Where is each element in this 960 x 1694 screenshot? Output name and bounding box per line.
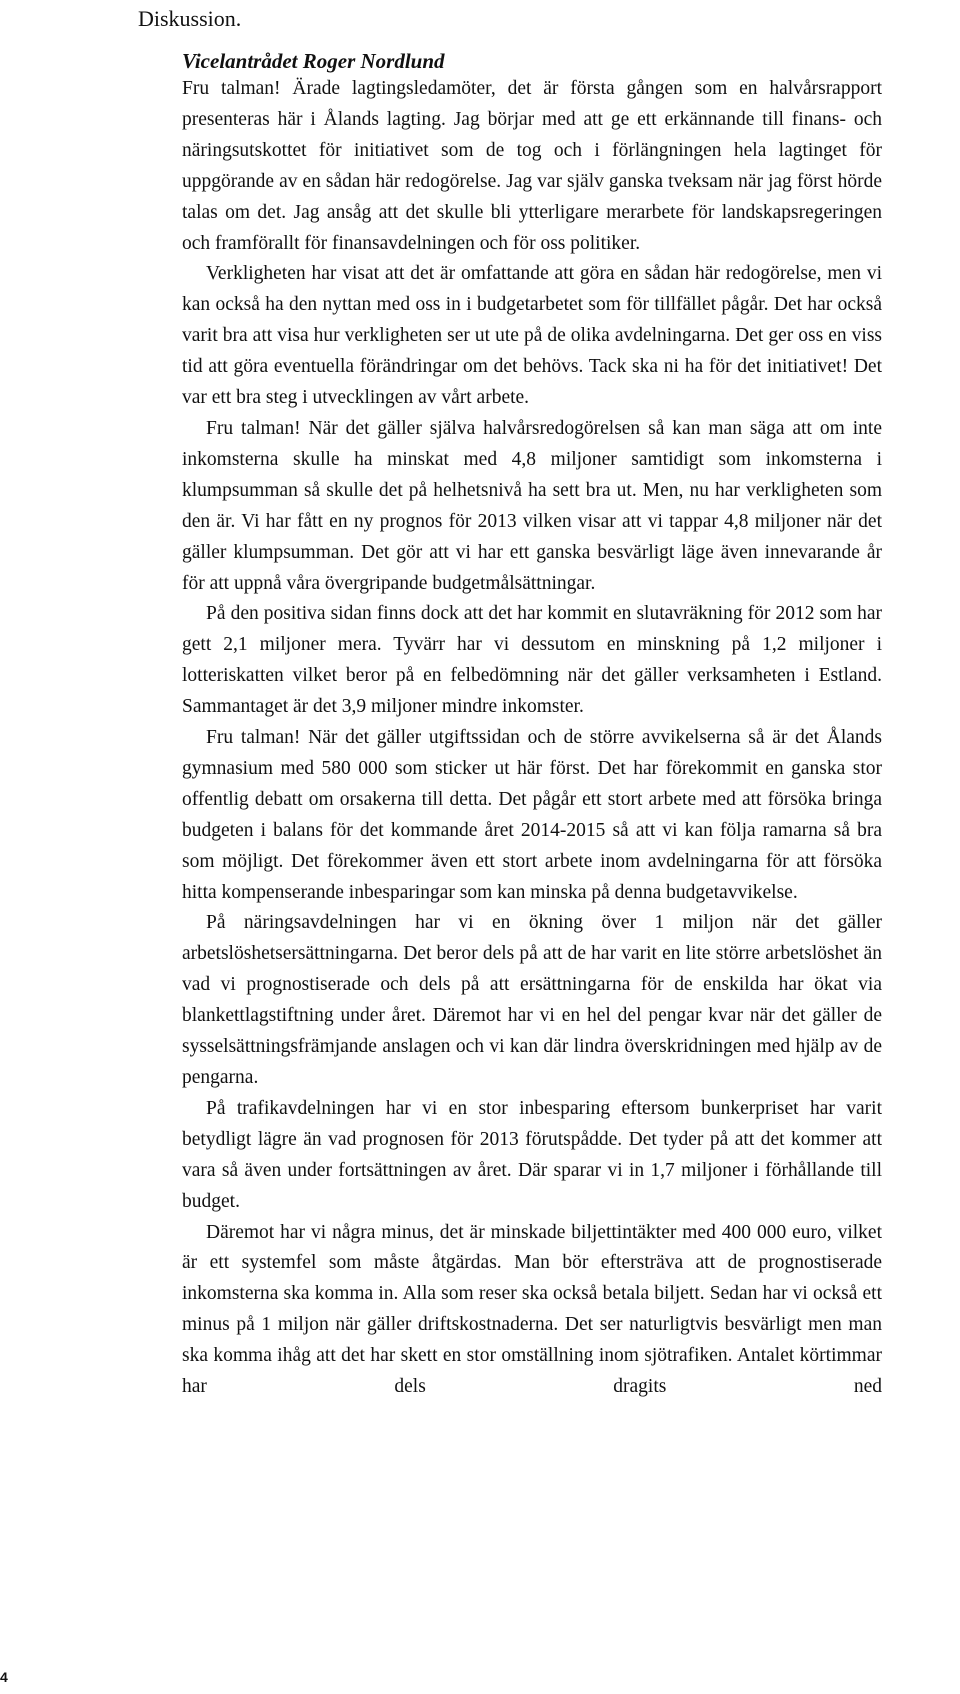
paragraph: Fru talman! Ärade lagtingsledamöter, det är första gången som en halvårsrapport presenteras här i Ålands lagting. Jag börjar med att ge ett erkännande till finans- och näringsutskottet för initiativet som de tog och i förlängningen hela lagtinget för uppgörande av en sådan här redogörelse. Jag var själv ganska tveksam när jag först hörde talas om det. Jag ansåg att det skulle bli ytterligare merarbete för landskapsregeringen och framförallt för finansavdelningen och för oss politiker. — [182, 78, 882, 254]
section-heading: Diskussion. — [138, 6, 242, 31]
paragraph: Däremot har vi några minus, det är minskade biljettintäkter med 400 000 euro, vilket är ett systemfel som måste åtgärdas. Man bör eftersträva att de prognostiserade inkomsterna ska komma in. Alla som reser ska också betala biljett. Sedan har vi också ett minus på 1 miljon när gäller driftskostnaderna. Det ser naturligtvis besvärligt men man ska komma ihåg att det har skett en stor omställning inom sjötrafiken. Antalet körtimmar har dels dragits ned — [182, 1221, 882, 1398]
speech-body — [182, 74, 882, 1403]
paragraph: På näringsavdelningen har vi en ökning över 1 miljon när det gäller arbetslöshetsersättningarna. Det beror dels på att de har varit en lite större arbetslöshet än vad vi prognostiserade och dels på att ersättningarna för de enskilda har ökat via blankettlagstiftning under året. Däremot har vi en hel del pengar kvar när det gäller de sysselsättningsfrämjande anslagen och vi kan där lindra överskridningen med hjälp av de pengarna. — [182, 912, 882, 1088]
speaker-name: Vicelantrådet Roger Nordlund — [182, 49, 445, 73]
paragraph: Verkligheten har visat att det är omfattande att göra en sådan här redogörelse, men vi kan också ha den nyttan med oss in i budgetarbetet som för tillfället pågår. Det har också varit bra att visa hur verkligheten ser ut ute på de olika avdelningarna. Det ger oss en viss tid att göra eventuella förändringar om det behövs. Tack ska ni ha för det initiativet! Det var ett bra steg i utvecklingen av vårt arbete. — [182, 263, 882, 409]
paragraph: Fru talman! När det gäller utgiftssidan och de större avvikelserna så är det Ålands gymnasium med 580 000 som sticker ut här först. Det har förekommit en ganska stor offentlig debatt om orsakerna till detta. Det pågår ett stort arbete med att försöka bringa budgeten i balans för det kommande året 2014-2015 så att vi kan följa ramarna så bra som möjligt. Det förekommer även ett stort arbete inom avdelningarna för att försöka hitta kompenserande inbesparingar som kan minska på denna budgetavvikelse. — [182, 727, 882, 903]
paragraph: På den positiva sidan finns dock att det har kommit en slutavräkning för 2012 som har gett 2,1 miljoner mera. Tyvärr har vi dessutom en minskning på 1,2 miljoner i lotteriskatten vilket beror på en felbedömning när det gäller verksamheten i Estland. Sammantaget är det 3,9 miljoner mindre inkomster. — [182, 603, 882, 718]
page-number: 4 — [0, 1669, 8, 1685]
paragraph: Fru talman! När det gäller själva halvårsredogörelsen så kan man säga att om inte inkomsterna skulle ha minskat med 4,8 miljoner samtidigt som inkomsterna i klumpsumman så skulle det på helhetsnivå ha sett bra ut. Men, nu har verkligheten som den är. Vi har fått en ny prognos för 2013 vilken visar att vi tappar 4,8 miljoner när det gäller klumpsumman. Det gör att vi har ett ganska besvärligt läge även innevarande år för att uppnå våra övergripande budgetmålsättningar. — [182, 417, 882, 594]
paragraph: På trafikavdelningen har vi en stor inbesparing eftersom bunkerpriset har varit betydligt lägre än vad prognosen för 2013 förutspådde. Det tyder på att det kommer att vara så även under fortsättningen av året. Där sparar vi in 1,7 miljoner i förhållande till budget. — [182, 1097, 882, 1212]
